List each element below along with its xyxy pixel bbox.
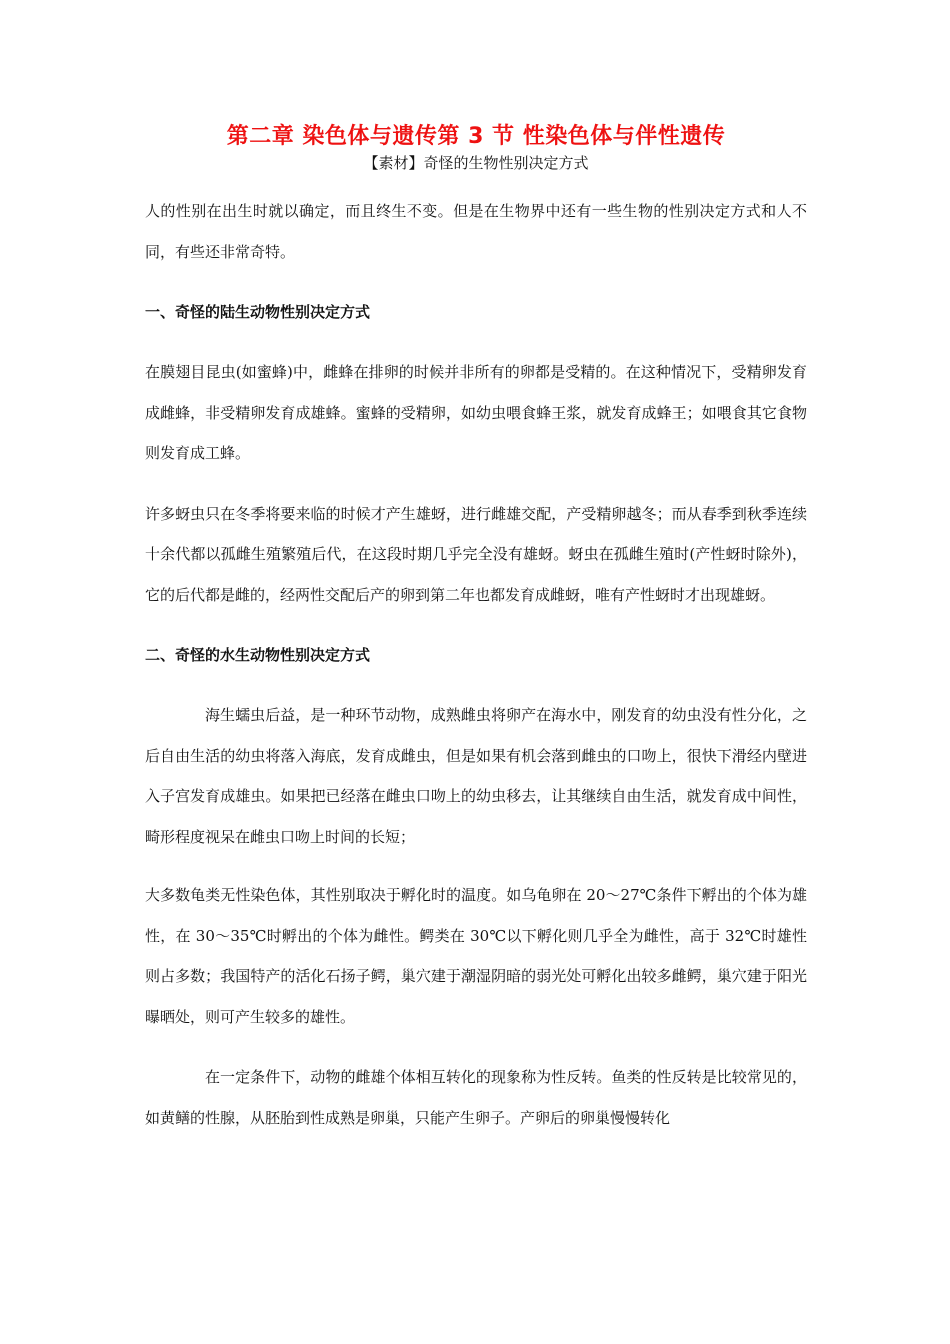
section-heading-land-animals: 一、奇怪的陆生动物性别决定方式 [145,303,371,321]
document-subtitle: 【素材】奇怪的生物性别决定方式 [363,154,589,172]
paragraph-aphids: 许多蚜虫只在冬季将要来临的时候才产生雄蚜，进行雌雄交配，产受精卵越冬；而从春季到秋季连续十余代都以孤雌生殖繁殖后代，在这段时期几乎完全没有雄蚜。蚜虫在孤雌生殖时(产性蚜时除外)，它的后代都是雌的，经两性交配后产的卵到第二年也都发育成雌蚜，唯有产性蚜时才出现雄蚜。 [145,504,807,604]
paragraph-turtles-crocodiles: 大多数龟类无性染色体，其性别取决于孵化时的温度。如乌龟卵在 20～27℃条件下孵出的个体为雄性，在 30～35℃时孵出的个体为雌性。鳄类在 30℃以下孵化则几乎全为雌性，高于 32℃时雄性则占多数；我国特产的活化石扬子鳄，巢穴建于潮湿阴暗的弱光处可孵化出较多雌鳄，巢穴建于阳光曝晒处，则可产生较多的雄性。 [145,886,807,1026]
intro-paragraph: 人的性别在出生时就以确定，而且终生不变。但是在生物界中还有一些生物的性别决定方式和人不同，有些还非常奇特。 [145,202,807,261]
paragraph-bees: 在膜翅目昆虫(如蜜蜂)中，雌蜂在排卵的时候并非所有的卵都是受精的。在这种情况下，受精卵发育成雌蜂，非受精卵发育成雄蜂。蜜蜂的受精卵，如幼虫喂食蜂王浆，就发育成蜂王；如喂食其它食物则发育成工蜂。 [145,363,807,462]
document-title: 第二章 染色体与遗传第 3 节 性染色体与伴性遗传 [226,124,726,149]
paragraph-marine-worm: 海生蠕虫后益，是一种环节动物，成熟雌虫将卵产在海水中，刚发育的幼虫没有性分化，之后自由生活的幼虫将落入海底，发育成雌虫，但是如果有机会落到雌虫的口吻上，很快下滑经内壁进入子宫发育成雄虫。如果把已经落在雌虫口吻上的幼虫移去，让其继续自由生活，就发育成中间性，畸形程度视呆在雌虫口吻上时间的长短； [145,706,807,846]
paragraph-sex-reversal: 在一定条件下，动物的雌雄个体相互转化的现象称为性反转。鱼类的性反转是比较常见的，如黄鳝的性腺，从胚胎到性成熟是卵巢，只能产生卵子。产卵后的卵巢慢慢转化 [145,1068,807,1127]
section-heading-aquatic-animals: 二、奇怪的水生动物性别决定方式 [145,646,371,664]
